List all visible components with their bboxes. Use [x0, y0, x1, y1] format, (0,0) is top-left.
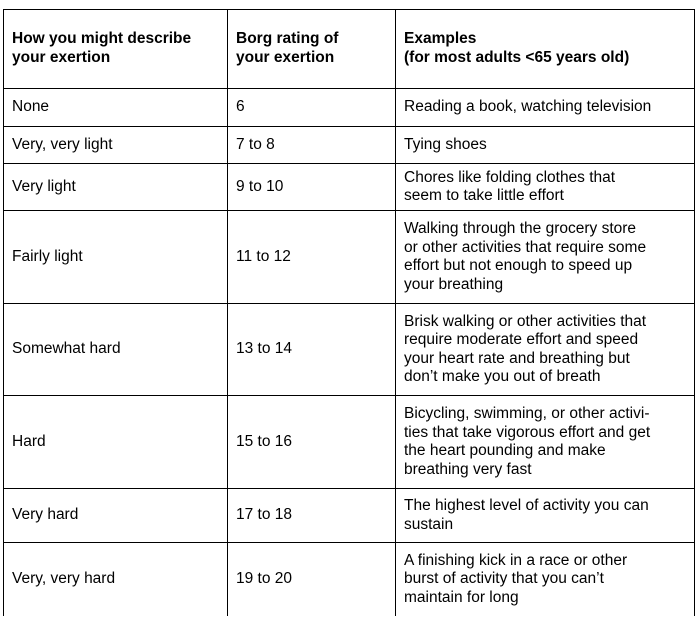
- example-cell: [396, 164, 695, 211]
- header-line: How you might describe: [12, 30, 192, 47]
- example-line: Reading a book, watching television: [404, 98, 652, 116]
- example-line: effort but not enough to speed up: [404, 257, 633, 274]
- rating-cell: 6: [228, 89, 396, 127]
- example-line: The highest level of activity you can: [404, 497, 649, 514]
- table-row: [4, 489, 695, 543]
- description-cell: None: [4, 89, 228, 127]
- example-line: burst of activity that you can’t: [404, 570, 604, 587]
- example-cell: [396, 211, 695, 304]
- table-row: [4, 89, 695, 127]
- header-examples: [396, 10, 695, 89]
- example-cell: [396, 89, 695, 127]
- example-line: the heart pounding and make: [404, 442, 606, 459]
- example-line: your breathing: [404, 275, 504, 293]
- table-row: [4, 304, 695, 396]
- table-row: [4, 396, 695, 489]
- rating-cell: 13 to 14: [228, 304, 396, 396]
- description-cell: Very hard: [4, 489, 228, 543]
- table-row: [4, 543, 695, 616]
- example-cell: [396, 304, 695, 396]
- example-line: don’t make you out of breath: [404, 368, 601, 385]
- example-line: Bicycling, swimming, or other activi-: [404, 405, 650, 422]
- header-line: Examples: [404, 30, 477, 47]
- example-line: Tying shoes: [404, 135, 487, 153]
- rating-cell: 9 to 10: [228, 164, 396, 211]
- description-cell: Hard: [4, 396, 228, 489]
- example-line: sustain: [404, 515, 454, 533]
- rating-cell: 15 to 16: [228, 396, 396, 489]
- example-cell: [396, 543, 695, 616]
- description-cell: Very, very hard: [4, 543, 228, 616]
- table-row: [4, 211, 695, 304]
- description-cell: Very, very light: [4, 127, 228, 164]
- header-rating: [228, 10, 396, 89]
- example-line: breathing very fast: [404, 460, 532, 478]
- example-line: Walking through the grocery store: [404, 220, 637, 237]
- header-description: [4, 10, 228, 89]
- example-cell: [396, 396, 695, 489]
- rating-cell: 19 to 20: [228, 543, 396, 616]
- rating-cell: 7 to 8: [228, 127, 396, 164]
- header-line: Borg rating of: [236, 30, 339, 47]
- description-cell: Very light: [4, 164, 228, 211]
- example-line: your heart rate and breathing but: [404, 349, 630, 367]
- example-line: A finishing kick in a race or other: [404, 551, 628, 569]
- table-header-row: [4, 10, 695, 89]
- rating-cell: 11 to 12: [228, 211, 396, 304]
- borg-exertion-table: [3, 9, 695, 616]
- description-cell: Fairly light: [4, 211, 228, 304]
- example-line: require moderate effort and speed: [404, 331, 639, 348]
- header-line: your exertion: [236, 48, 335, 66]
- example-line: Brisk walking or other activities that: [404, 312, 647, 330]
- example-cell: [396, 489, 695, 543]
- example-line: Chores like folding clothes that: [404, 168, 616, 186]
- example-line: ties that take vigorous effort and get: [404, 423, 651, 441]
- example-cell: [396, 127, 695, 164]
- header-line: your exertion: [12, 48, 111, 66]
- table-row: [4, 127, 695, 164]
- example-line: or other activities that require some: [404, 238, 647, 256]
- rating-cell: 17 to 18: [228, 489, 396, 543]
- example-line: seem to take little effort: [404, 187, 564, 204]
- header-line: (for most adults <65 years old): [404, 48, 630, 66]
- description-cell: Somewhat hard: [4, 304, 228, 396]
- example-line: maintain for long: [404, 588, 519, 606]
- table-row: [4, 164, 695, 211]
